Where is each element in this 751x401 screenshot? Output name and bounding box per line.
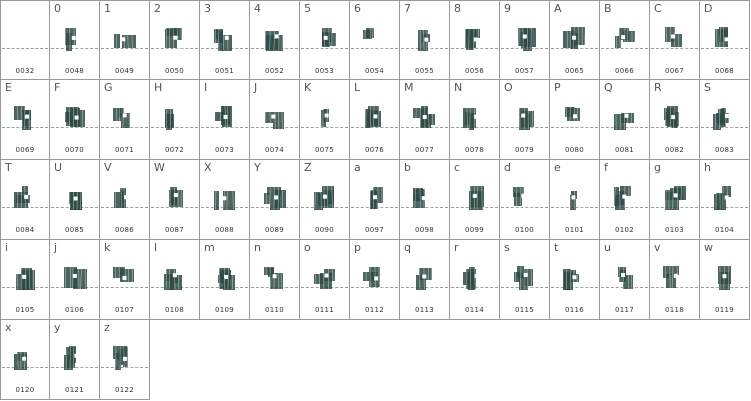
wood-stencil-glyph-icon <box>163 184 187 210</box>
character-code-label: 0103 <box>664 226 684 234</box>
character-code-label: 0099 <box>464 226 484 234</box>
wood-stencil-glyph-icon <box>513 25 537 51</box>
wood-stencil-glyph-icon <box>513 184 537 210</box>
glyph-cell <box>100 160 150 240</box>
wood-stencil-glyph-icon <box>313 25 337 51</box>
character-code-label: 0113 <box>414 306 434 314</box>
character-code-label: 0080 <box>564 146 584 154</box>
character-code-label: 0055 <box>414 67 434 75</box>
glyph-character-label: I <box>204 81 208 94</box>
character-code-label: 0090 <box>314 226 334 234</box>
wood-stencil-glyph-icon <box>263 184 287 210</box>
glyph-character-label: Q <box>604 81 613 94</box>
glyph-character-label: B <box>604 2 612 15</box>
glyph-cell <box>200 160 250 240</box>
wood-stencil-glyph-icon <box>63 184 87 210</box>
glyph-cell <box>400 160 450 240</box>
glyph-character-label: q <box>404 241 411 254</box>
glyph-character-label: h <box>704 161 711 174</box>
glyph-character-label: 2 <box>154 2 161 15</box>
wood-stencil-glyph-icon <box>563 184 587 210</box>
character-code-label: 0104 <box>714 226 734 234</box>
glyph-character-label: c <box>454 161 461 174</box>
glyph-character-label: L <box>354 81 361 94</box>
glyph-character-label: G <box>104 81 113 94</box>
character-code-label: 0076 <box>364 146 384 154</box>
glyph-cell <box>700 160 750 240</box>
glyph-cell <box>350 240 400 320</box>
wood-stencil-glyph-icon <box>613 184 637 210</box>
glyph-character-label: a <box>354 161 361 174</box>
character-code-label: 0078 <box>464 146 484 154</box>
wood-stencil-glyph-icon <box>213 184 237 210</box>
glyph-cell <box>100 0 150 80</box>
glyph-cell <box>400 80 450 160</box>
wood-stencil-glyph-icon <box>363 25 387 51</box>
character-code-label: 0122 <box>114 386 134 394</box>
wood-stencil-glyph-icon <box>63 344 87 370</box>
glyph-character-label: k <box>104 241 111 254</box>
glyph-character-label: X <box>204 161 212 174</box>
glyph-character-label: n <box>254 241 261 254</box>
glyph-character-label: W <box>154 161 165 174</box>
glyph-character-label: 9 <box>504 2 511 15</box>
glyph-character-label: A <box>554 2 562 15</box>
glyph-character-label: u <box>604 241 611 254</box>
wood-stencil-glyph-icon <box>363 264 387 290</box>
glyph-cell <box>550 80 600 160</box>
glyph-cell <box>0 80 50 160</box>
character-code-label: 0068 <box>714 67 734 75</box>
glyph-cell <box>200 240 250 320</box>
wood-stencil-glyph-icon <box>613 264 637 290</box>
glyph-character-label: w <box>704 241 713 254</box>
glyph-cell <box>350 0 400 80</box>
glyph-character-label: 8 <box>454 2 461 15</box>
glyph-character-label: d <box>504 161 511 174</box>
character-code-label: 0081 <box>614 146 634 154</box>
character-code-label: 0087 <box>164 226 184 234</box>
glyph-character-label: P <box>554 81 561 94</box>
baseline-divider <box>2 48 48 49</box>
wood-stencil-glyph-icon <box>663 264 687 290</box>
character-code-label: 0073 <box>214 146 234 154</box>
wood-stencil-glyph-icon <box>413 264 437 290</box>
glyph-cell <box>150 160 200 240</box>
glyph-character-label: l <box>154 241 158 254</box>
glyph-cell <box>50 0 100 80</box>
glyph-cell <box>600 0 650 80</box>
glyph-character-label: m <box>204 241 215 254</box>
glyph-character-label: V <box>104 161 112 174</box>
glyph-cell <box>700 0 750 80</box>
glyph-character-label: x <box>5 321 12 334</box>
character-code-label: 0121 <box>64 386 84 394</box>
wood-stencil-glyph-icon <box>263 104 287 130</box>
character-code-label: 0120 <box>15 386 35 394</box>
wood-stencil-glyph-icon <box>213 104 237 130</box>
character-code-label: 0118 <box>664 306 684 314</box>
character-code-label: 0105 <box>15 306 35 314</box>
glyph-cell <box>300 80 350 160</box>
character-code-label: 0054 <box>364 67 384 75</box>
glyph-cell <box>50 320 100 400</box>
wood-stencil-glyph-icon <box>14 344 38 370</box>
wood-stencil-glyph-icon <box>563 104 587 130</box>
glyph-character-label: 4 <box>254 2 261 15</box>
glyph-cell <box>300 160 350 240</box>
wood-stencil-glyph-icon <box>463 184 487 210</box>
character-code-label: 0084 <box>15 226 35 234</box>
character-code-label: 0074 <box>264 146 284 154</box>
glyph-character-label: 3 <box>204 2 211 15</box>
wood-stencil-glyph-icon <box>363 104 387 130</box>
character-code-label: 0098 <box>414 226 434 234</box>
character-code-label: 0100 <box>514 226 534 234</box>
glyph-character-label: H <box>154 81 163 94</box>
glyph-cell <box>150 80 200 160</box>
character-code-label: 0067 <box>664 67 684 75</box>
wood-stencil-glyph-icon <box>263 25 287 51</box>
wood-stencil-glyph-icon <box>513 104 537 130</box>
glyph-character-label: i <box>5 241 9 254</box>
glyph-character-label: y <box>54 321 61 334</box>
glyph-character-label: 6 <box>354 2 361 15</box>
wood-stencil-glyph-icon <box>463 25 487 51</box>
glyph-character-label: J <box>254 81 258 94</box>
glyph-character-label: b <box>404 161 411 174</box>
glyph-character-label: U <box>54 161 63 174</box>
glyph-character-label: M <box>404 81 414 94</box>
glyph-cell <box>0 160 50 240</box>
glyph-character-label: 0 <box>54 2 61 15</box>
glyph-cell <box>350 80 400 160</box>
glyph-cell <box>400 0 450 80</box>
glyph-cell <box>0 240 50 320</box>
glyph-cell <box>600 160 650 240</box>
wood-stencil-glyph-icon <box>113 104 137 130</box>
character-code-label: 0057 <box>514 67 534 75</box>
wood-stencil-glyph-icon <box>113 184 137 210</box>
glyph-character-label: t <box>554 241 559 254</box>
glyph-cell <box>600 240 650 320</box>
wood-stencil-glyph-icon <box>14 104 38 130</box>
glyph-cell <box>50 160 100 240</box>
glyph-character-label: S <box>704 81 711 94</box>
character-code-label: 0108 <box>164 306 184 314</box>
glyph-cell <box>300 240 350 320</box>
character-code-label: 0052 <box>264 67 284 75</box>
character-code-label: 0070 <box>64 146 84 154</box>
glyph-character-label: v <box>654 241 661 254</box>
character-code-label: 0115 <box>514 306 534 314</box>
wood-stencil-glyph-icon <box>163 264 187 290</box>
glyph-cell <box>650 80 700 160</box>
glyph-character-label: r <box>454 241 459 254</box>
wood-stencil-glyph-icon <box>563 25 587 51</box>
character-code-label: 0051 <box>214 67 234 75</box>
character-code-label: 0102 <box>614 226 634 234</box>
character-code-label: 0101 <box>564 226 584 234</box>
character-code-label: 0089 <box>264 226 284 234</box>
character-code-label: 0114 <box>464 306 484 314</box>
wood-stencil-glyph-icon <box>613 104 637 130</box>
character-code-label: 0066 <box>614 67 634 75</box>
character-code-label: 0032 <box>15 67 35 75</box>
wood-stencil-glyph-icon <box>313 184 337 210</box>
wood-stencil-glyph-icon <box>613 25 637 51</box>
glyph-cell <box>450 160 500 240</box>
character-code-label: 0071 <box>114 146 134 154</box>
wood-stencil-glyph-icon <box>113 264 137 290</box>
wood-stencil-glyph-icon <box>113 344 137 370</box>
wood-stencil-glyph-icon <box>713 104 737 130</box>
wood-stencil-glyph-icon <box>14 184 38 210</box>
character-code-label: 0088 <box>214 226 234 234</box>
glyph-character-label: s <box>504 241 510 254</box>
wood-stencil-glyph-icon <box>313 104 337 130</box>
character-code-label: 0085 <box>64 226 84 234</box>
glyph-character-label: E <box>5 81 12 94</box>
character-code-label: 0107 <box>114 306 134 314</box>
character-code-label: 0112 <box>364 306 384 314</box>
character-code-label: 0106 <box>64 306 84 314</box>
glyph-character-label: j <box>54 241 58 254</box>
glyph-character-label: D <box>704 2 713 15</box>
glyph-cell <box>250 80 300 160</box>
wood-stencil-glyph-icon <box>663 104 687 130</box>
glyph-cell <box>250 240 300 320</box>
glyph-character-label: z <box>104 321 110 334</box>
character-code-label: 0075 <box>314 146 334 154</box>
character-code-label: 0053 <box>314 67 334 75</box>
character-code-label: 0056 <box>464 67 484 75</box>
character-code-label: 0050 <box>164 67 184 75</box>
wood-stencil-glyph-icon <box>163 25 187 51</box>
character-code-label: 0049 <box>114 67 134 75</box>
glyph-cell <box>500 80 550 160</box>
character-code-label: 0086 <box>114 226 134 234</box>
character-code-label: 0119 <box>714 306 734 314</box>
glyph-cell <box>650 0 700 80</box>
wood-stencil-glyph-icon <box>213 25 237 51</box>
character-code-label: 0097 <box>364 226 384 234</box>
glyph-cell <box>200 80 250 160</box>
glyph-cell <box>500 160 550 240</box>
character-code-label: 0077 <box>414 146 434 154</box>
glyph-character-label: e <box>554 161 561 174</box>
glyph-cell <box>100 320 150 400</box>
glyph-cell <box>700 240 750 320</box>
wood-stencil-glyph-icon <box>213 264 237 290</box>
glyph-cell <box>450 240 500 320</box>
wood-stencil-glyph-icon <box>63 25 87 51</box>
glyph-cell <box>50 240 100 320</box>
wood-stencil-glyph-icon <box>113 25 137 51</box>
glyph-cell <box>150 240 200 320</box>
glyph-character-label: K <box>304 81 312 94</box>
wood-stencil-glyph-icon <box>163 104 187 130</box>
character-code-label: 0065 <box>564 67 584 75</box>
wood-stencil-glyph-icon <box>713 25 737 51</box>
glyph-character-label: o <box>304 241 311 254</box>
wood-stencil-glyph-icon <box>313 264 337 290</box>
glyph-cell <box>450 0 500 80</box>
glyph-cell <box>300 0 350 80</box>
wood-stencil-glyph-icon <box>713 184 737 210</box>
glyph-character-label: Y <box>254 161 261 174</box>
glyph-character-label: T <box>5 161 12 174</box>
glyph-cell <box>100 240 150 320</box>
wood-stencil-glyph-icon <box>63 104 87 130</box>
wood-stencil-glyph-icon <box>413 104 437 130</box>
character-code-label: 0109 <box>214 306 234 314</box>
glyph-cell <box>450 80 500 160</box>
glyph-cell <box>100 80 150 160</box>
glyph-character-label: N <box>454 81 463 94</box>
wood-stencil-glyph-icon <box>14 264 38 290</box>
character-code-label: 0069 <box>15 146 35 154</box>
character-code-label: 0072 <box>164 146 184 154</box>
glyph-cell <box>250 0 300 80</box>
glyph-character-label: f <box>604 161 608 174</box>
character-code-label: 0111 <box>314 306 334 314</box>
wood-stencil-glyph-icon <box>363 184 387 210</box>
character-code-label: 0116 <box>564 306 584 314</box>
wood-stencil-glyph-icon <box>663 25 687 51</box>
glyph-character-label: 1 <box>104 2 111 15</box>
character-code-label: 0079 <box>514 146 534 154</box>
wood-stencil-glyph-icon <box>713 264 737 290</box>
character-code-label: 0082 <box>664 146 684 154</box>
glyph-cell <box>400 240 450 320</box>
glyph-cell <box>700 80 750 160</box>
glyph-cell <box>200 0 250 80</box>
glyph-character-label: O <box>504 81 513 94</box>
glyph-cell <box>650 240 700 320</box>
glyph-character-label: C <box>654 2 662 15</box>
glyph-character-label: Z <box>304 161 312 174</box>
character-code-label: 0048 <box>64 67 84 75</box>
character-code-label: 0110 <box>264 306 284 314</box>
glyph-cell <box>50 80 100 160</box>
wood-stencil-glyph-icon <box>463 264 487 290</box>
glyph-cell <box>350 160 400 240</box>
glyph-cell <box>650 160 700 240</box>
character-code-label: 0117 <box>614 306 634 314</box>
glyph-cell <box>500 0 550 80</box>
wood-stencil-glyph-icon <box>563 264 587 290</box>
glyph-character-label: F <box>54 81 61 94</box>
glyph-cell <box>0 320 50 400</box>
glyph-cell <box>550 240 600 320</box>
wood-stencil-glyph-icon <box>413 25 437 51</box>
glyph-cell <box>0 0 50 80</box>
glyph-character-label: 7 <box>404 2 411 15</box>
wood-stencil-glyph-icon <box>463 104 487 130</box>
glyph-cell <box>150 0 200 80</box>
wood-stencil-glyph-icon <box>63 264 87 290</box>
glyph-character-label: p <box>354 241 361 254</box>
glyph-cell <box>500 240 550 320</box>
wood-stencil-glyph-icon <box>413 184 437 210</box>
wood-stencil-glyph-icon <box>263 264 287 290</box>
character-code-label: 0083 <box>714 146 734 154</box>
glyph-cell <box>600 80 650 160</box>
glyph-character-label: R <box>654 81 662 94</box>
glyph-character-label: g <box>654 161 661 174</box>
glyph-cell <box>250 160 300 240</box>
wood-stencil-glyph-icon <box>513 264 537 290</box>
wood-stencil-glyph-icon <box>663 184 687 210</box>
glyph-cell <box>550 160 600 240</box>
glyph-cell <box>550 0 600 80</box>
glyph-character-label: 5 <box>304 2 311 15</box>
